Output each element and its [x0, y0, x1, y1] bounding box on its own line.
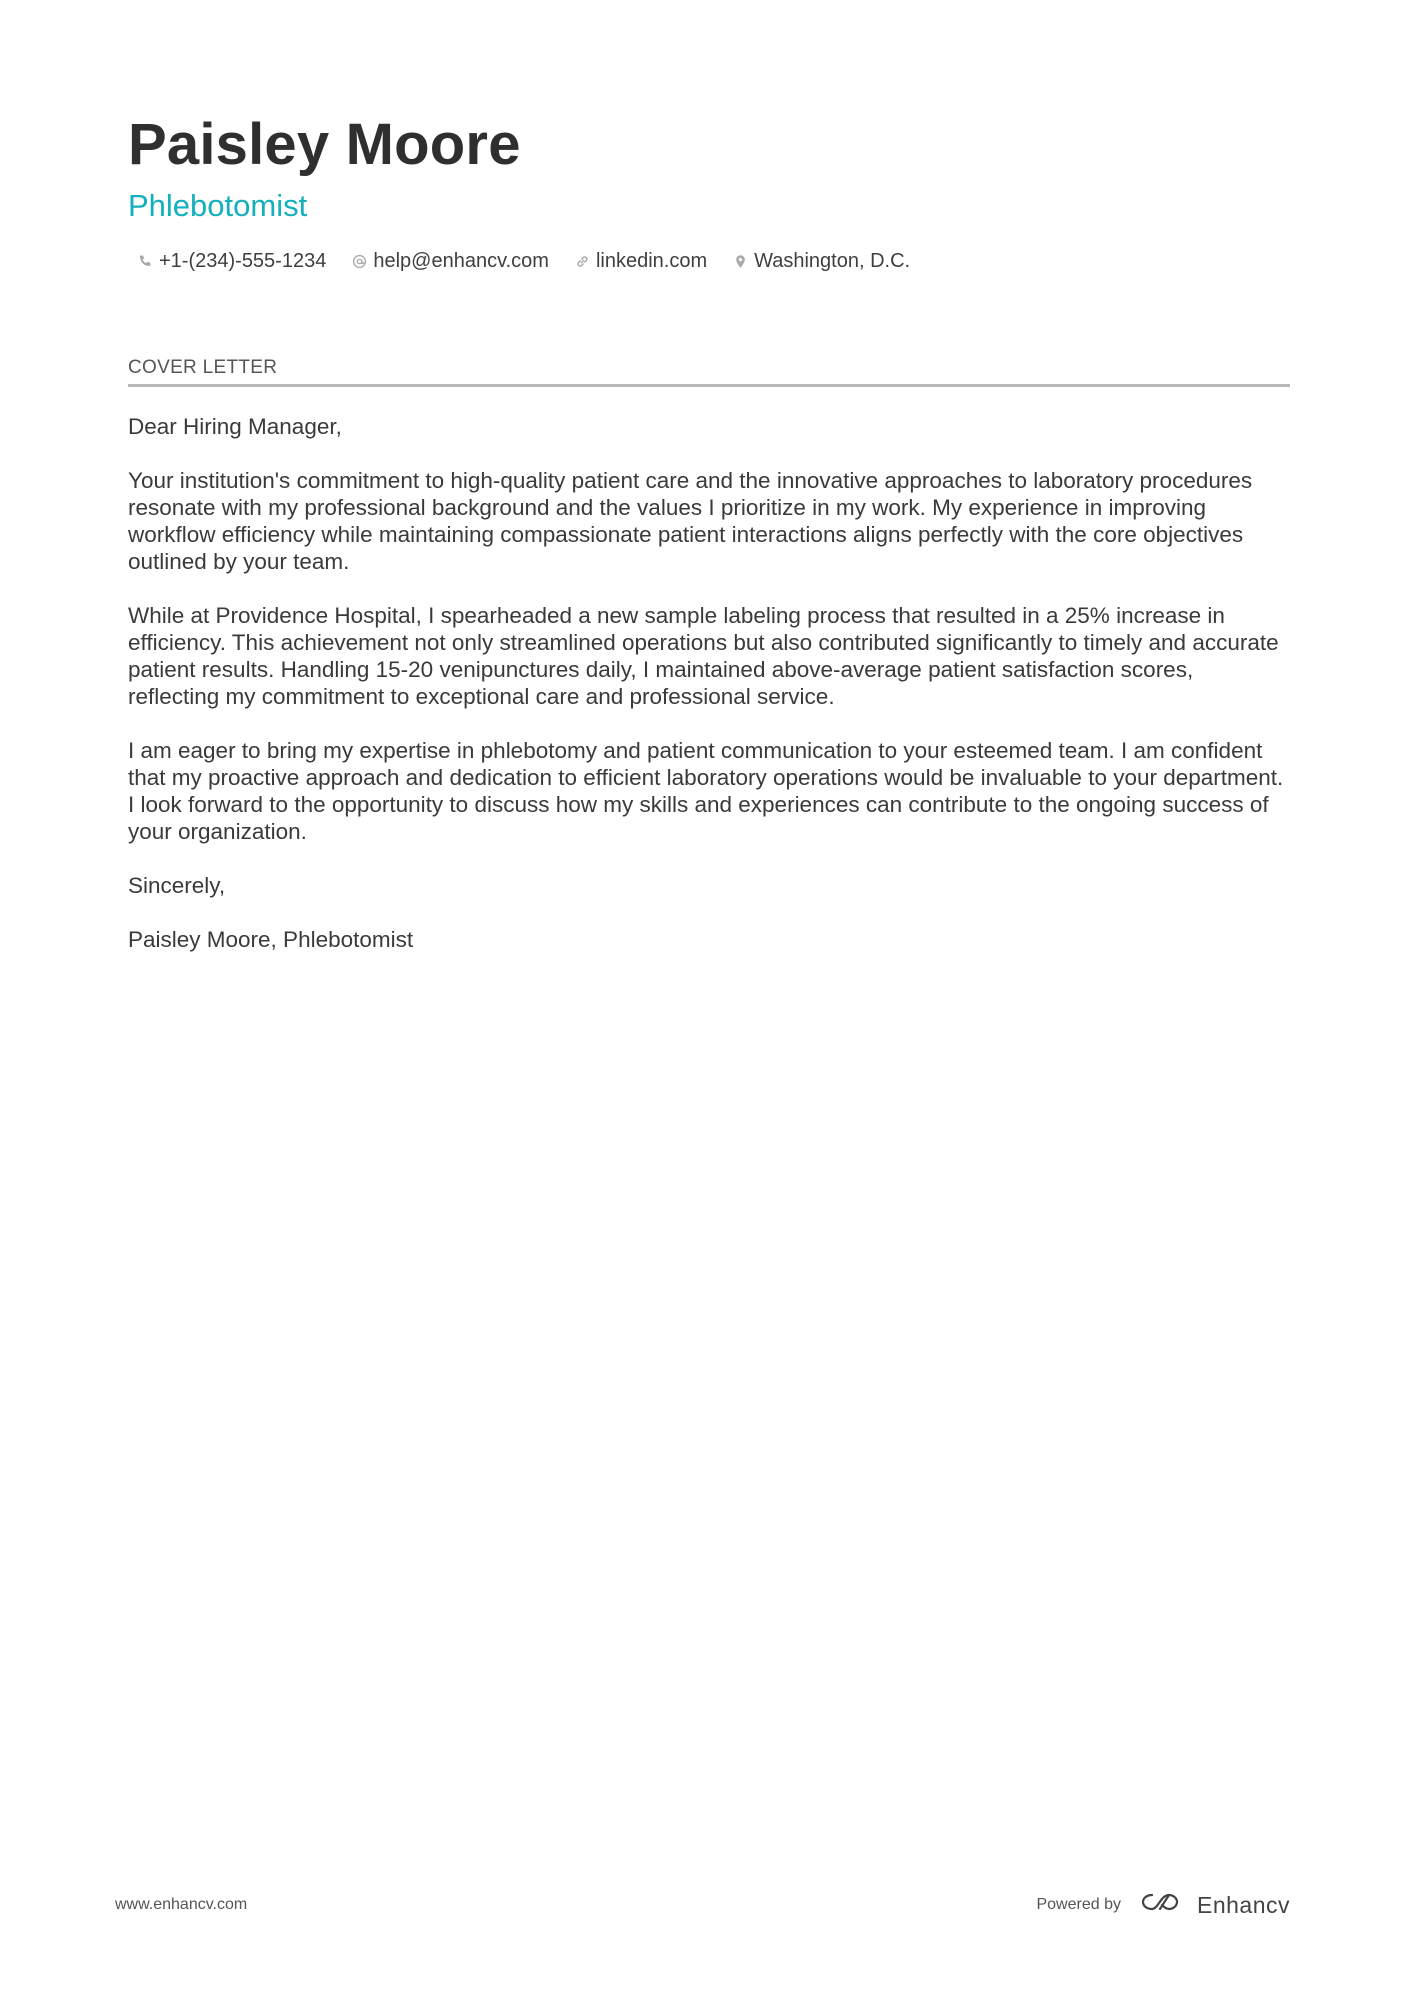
letter-paragraph: While at Providence Hospital, I spearheaded a new sample labeling process that resulted in a 25% increase in efficiency. This achievement not only streamlined operations but also contributed significantly to timely and accurate patient results. Handling 15-20 venipunctures daily, I maintained above-average patient satisfaction scores, reflecting my commitment to exceptional care and professional service.: [128, 603, 1279, 709]
enhancv-logo-icon: [1139, 1890, 1185, 1920]
contact-bar: [128, 250, 1290, 273]
applicant-role: Phlebotomist: [128, 188, 308, 223]
powered-by-label: Powered by: [1036, 1896, 1121, 1913]
contact-email[interactable]: [352, 250, 549, 273]
contact-email-text: help@enhancv.com: [373, 250, 549, 272]
letter-closing: Sincerely,: [128, 873, 226, 898]
at-icon: [352, 254, 367, 269]
letter-greeting: Dear Hiring Manager,: [128, 414, 342, 439]
letter-body: [128, 413, 1290, 953]
link-icon: [575, 254, 590, 269]
page-footer: [115, 1890, 1290, 1920]
contact-location-text: Washington, D.C.: [754, 250, 911, 272]
enhancv-brand-name: Enhancv: [1196, 1891, 1290, 1918]
contact-linkedin[interactable]: [575, 250, 707, 273]
contact-phone[interactable]: [138, 250, 326, 273]
letter-signature: Paisley Moore, Phlebotomist: [128, 927, 414, 952]
phone-icon: [138, 254, 153, 269]
contact-linkedin-text: linkedin.com: [595, 250, 708, 272]
letter-paragraph: I am eager to bring my expertise in phlebotomy and patient communication to your esteemed team. I am confident that my proactive approach and dedication to efficient laboratory operations would be invaluable to your department. I look forward to the opportunity to discuss how my skills and experiences can contribute to the ongoing success of your organization.: [128, 738, 1284, 844]
section-title-cover-letter: COVER LETTER: [128, 356, 1290, 387]
cover-letter-page: [128, 108, 1290, 980]
applicant-name: Paisley Moore: [128, 112, 521, 177]
letter-paragraph: Your institution's commitment to high-quality patient care and the innovative approaches to laboratory procedures resonate with my professional background and the values I prioritize in my work. My experience in improving workflow efficiency while maintaining compassionate patient interactions aligns perfectly with the core objectives outlined by your team.: [128, 468, 1253, 574]
footer-website-link[interactable]: www.enhancv.com: [115, 1896, 248, 1913]
location-icon: [733, 254, 748, 269]
powered-by: [1036, 1890, 1290, 1920]
contact-phone-text: +1-(234)-555-1234: [159, 250, 327, 272]
enhancv-brand[interactable]: [1139, 1890, 1290, 1920]
contact-location: [733, 250, 910, 273]
